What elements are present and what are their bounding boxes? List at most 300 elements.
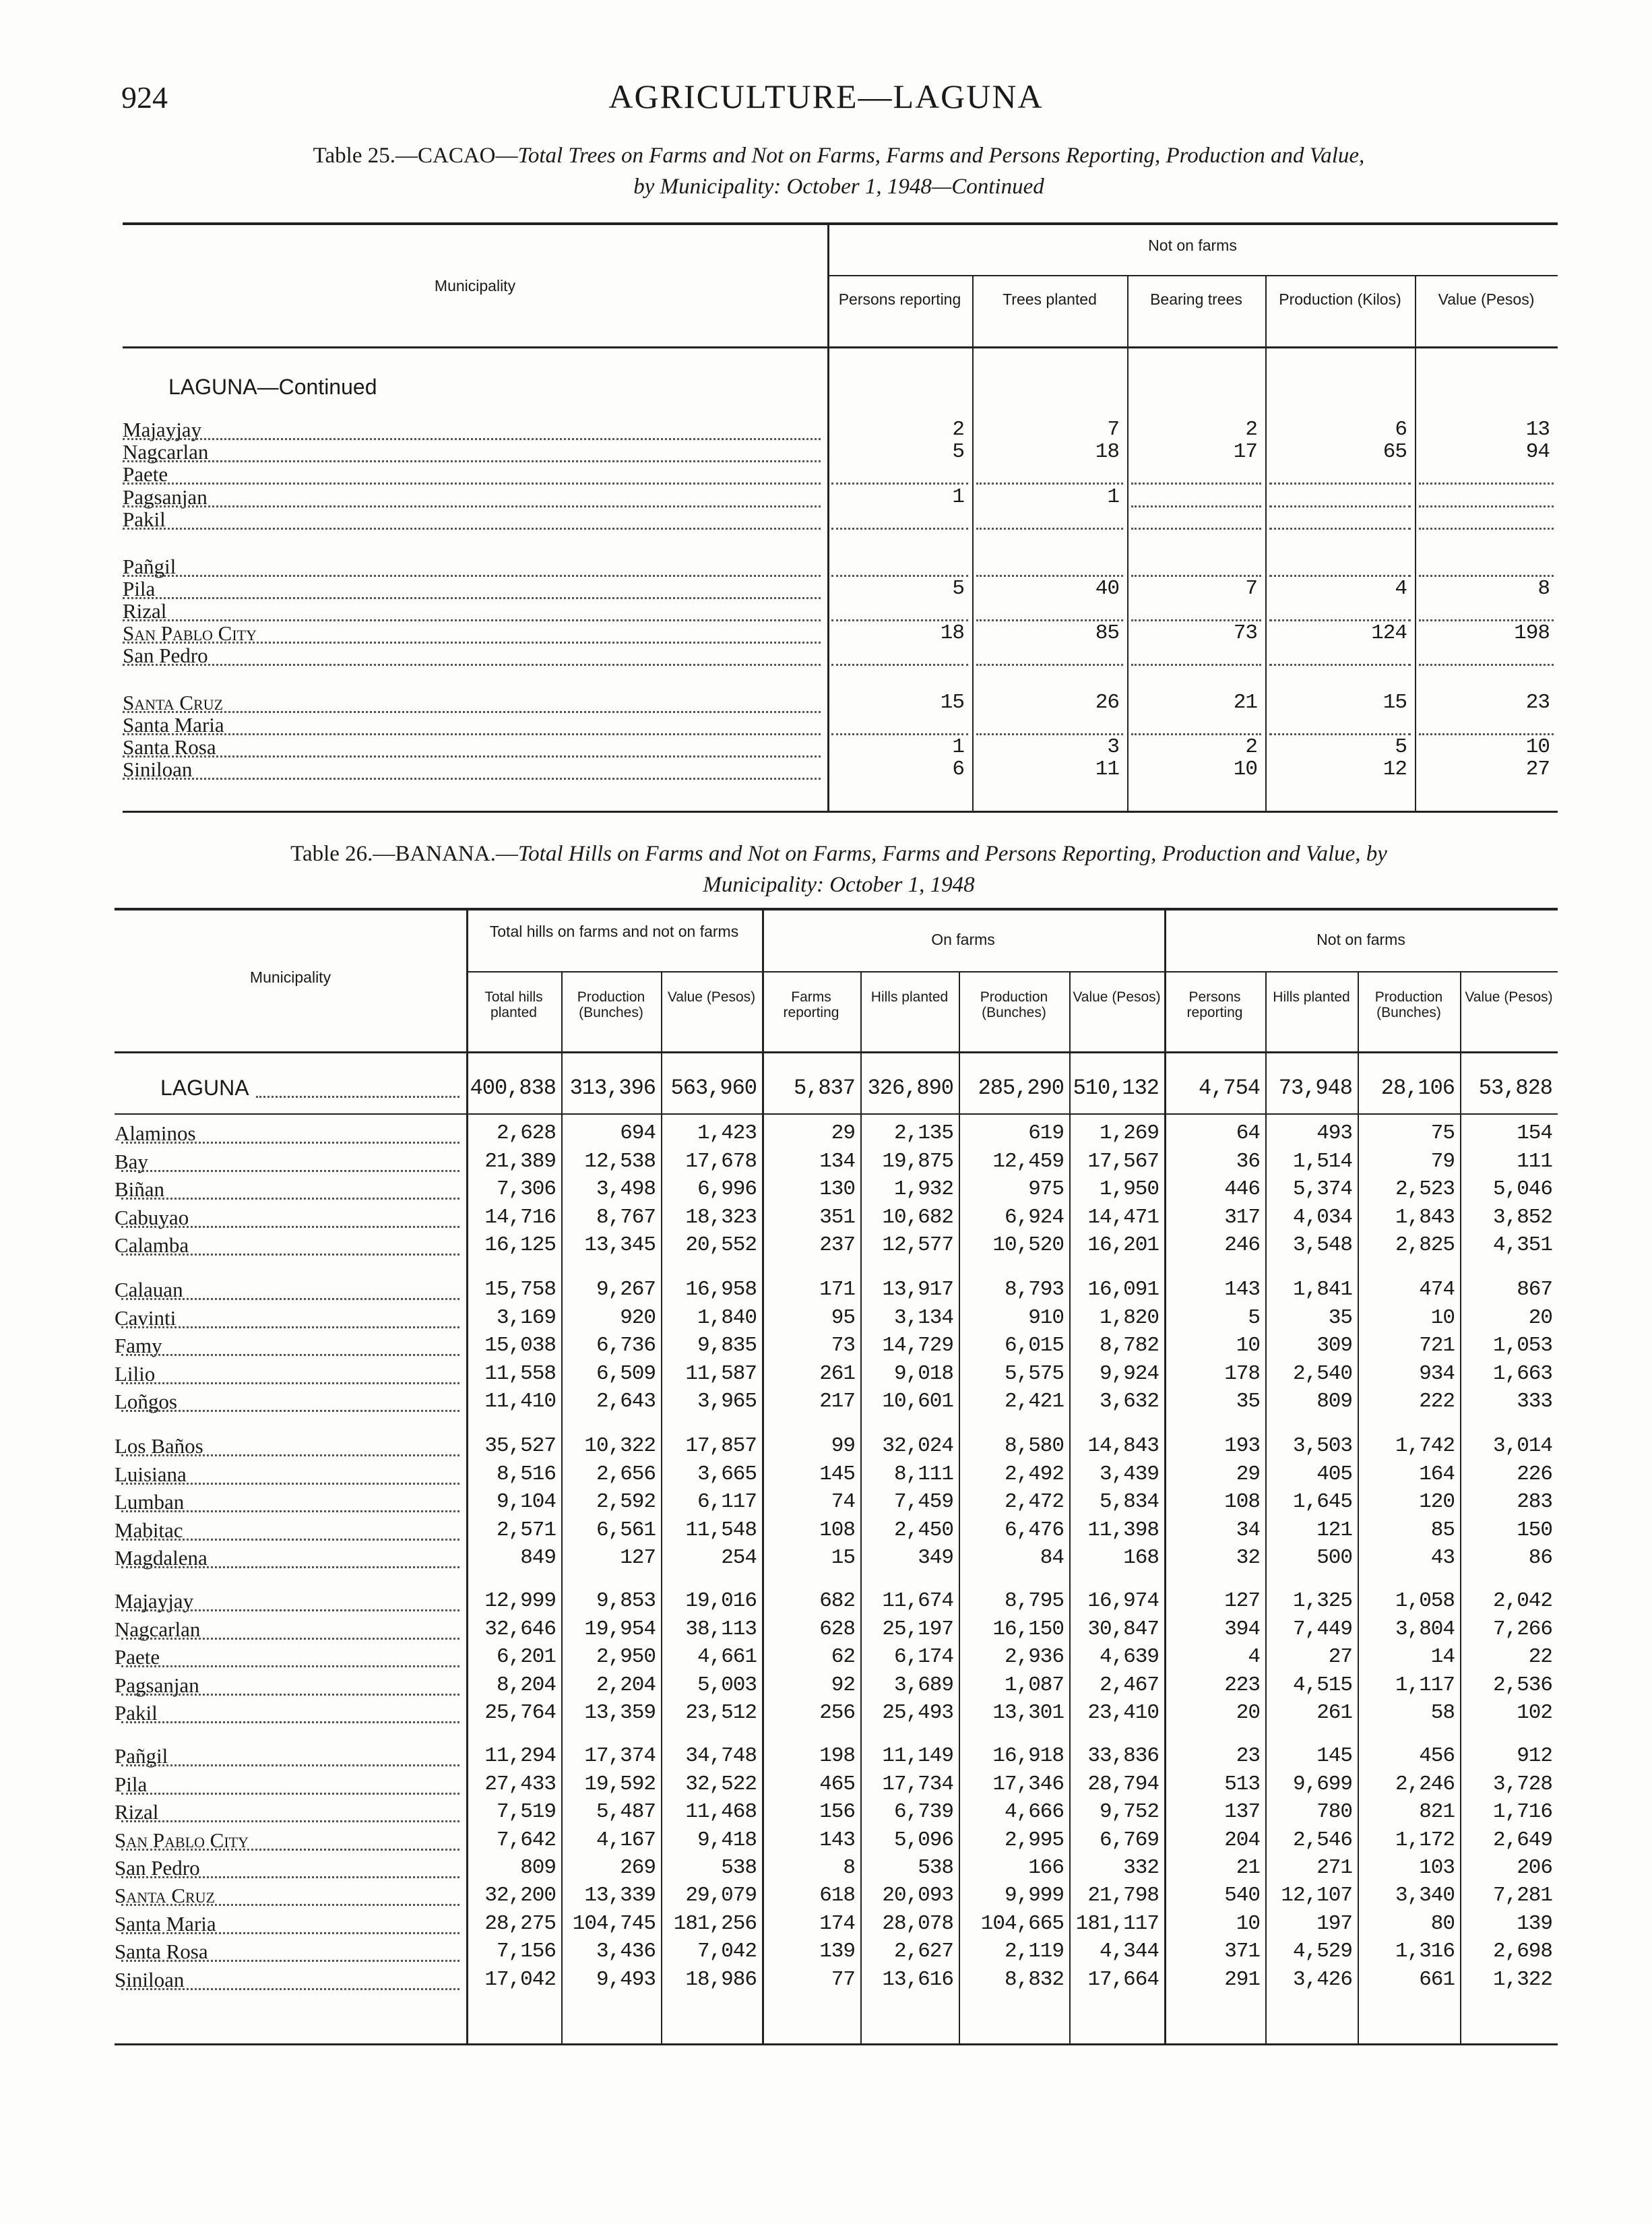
total-cell: 326,890 (867, 1076, 953, 1101)
data-cell: 4,661 (697, 1645, 757, 1669)
data-cell: 12,577 (882, 1233, 953, 1257)
data-cell: 171 (819, 1278, 855, 1301)
row-label: Majayjay (115, 1589, 194, 1613)
empty-cell (1269, 505, 1411, 507)
page-number: 924 (121, 80, 168, 115)
row-leader (121, 1694, 459, 1696)
data-cell: 934 (1419, 1361, 1455, 1386)
data-cell: 2,627 (893, 1940, 953, 1963)
data-cell: 9,752 (1099, 1800, 1159, 1824)
data-cell: 867 (1517, 1278, 1552, 1301)
data-cell: 7,156 (496, 1940, 556, 1963)
data-cell: 10,601 (882, 1390, 953, 1413)
data-cell: 8,516 (496, 1462, 556, 1486)
data-cell: 2,643 (596, 1390, 656, 1413)
row-label: Santa Maria (123, 713, 224, 737)
data-cell: 10,682 (882, 1205, 953, 1229)
data-cell: 2,656 (596, 1462, 656, 1486)
data-cell: 127 (620, 1546, 656, 1570)
data-cell: 2,825 (1395, 1233, 1455, 1257)
data-cell: 9,493 (596, 1967, 656, 1991)
data-cell: 5 (952, 577, 964, 600)
data-cell: 223 (1224, 1673, 1260, 1697)
empty-cell (1419, 483, 1554, 485)
total-cell: 4,754 (1198, 1076, 1260, 1101)
row-label: Los Baños (115, 1434, 203, 1458)
empty-cell (831, 528, 968, 530)
data-cell: 269 (620, 1856, 656, 1880)
data-cell: 108 (1224, 1490, 1260, 1514)
row-leader (121, 1142, 459, 1144)
data-cell: 6 (952, 758, 964, 781)
data-cell: 11,587 (685, 1361, 757, 1386)
data-cell: 3,439 (1099, 1462, 1159, 1486)
data-cell: 7 (1245, 577, 1257, 600)
data-cell: 5 (1395, 735, 1407, 759)
data-cell: 181,256 (673, 1911, 757, 1936)
data-cell: 16,201 (1087, 1233, 1159, 1257)
data-cell: 261 (1316, 1701, 1352, 1725)
data-cell: 456 (1419, 1744, 1455, 1768)
data-cell: 2,042 (1492, 1589, 1552, 1613)
data-cell: 168 (1123, 1546, 1159, 1570)
data-cell: 3,498 (596, 1177, 656, 1201)
col-header: Production (Bunches) (577, 989, 645, 1020)
col-header: Persons reporting (1186, 989, 1243, 1020)
data-cell: 16,091 (1087, 1278, 1159, 1301)
data-cell: 3,665 (697, 1462, 757, 1486)
data-cell: 10 (1233, 758, 1257, 781)
data-cell: 7,519 (496, 1800, 556, 1824)
data-cell: 1,716 (1492, 1800, 1552, 1824)
group-header-not-on-farms: Not on farms (1148, 237, 1237, 254)
data-cell: 17,678 (685, 1149, 757, 1173)
data-cell: 9,853 (596, 1589, 656, 1613)
data-cell: 28,794 (1087, 1772, 1159, 1796)
data-cell: 2,523 (1395, 1177, 1455, 1201)
data-cell: 40 (1095, 577, 1119, 600)
rule-group (466, 971, 1558, 972)
data-cell: 108 (819, 1518, 855, 1542)
data-cell: 7,042 (697, 1940, 757, 1963)
data-cell: 246 (1224, 1233, 1260, 1257)
data-cell: 16,125 (484, 1233, 556, 1257)
row-leader (123, 778, 821, 780)
data-cell: 35 (1328, 1305, 1352, 1330)
data-cell: 95 (831, 1305, 855, 1330)
col-header: Production (Bunches) (1374, 989, 1443, 1020)
data-cell: 317 (1224, 1205, 1260, 1229)
data-cell: 145 (819, 1462, 855, 1486)
row-label: Santa Cruz (123, 691, 224, 714)
row-label: Santa Rosa (123, 735, 216, 759)
data-cell: 2,204 (596, 1673, 656, 1697)
table25-caption-line1 (121, 140, 1556, 171)
data-cell: 4,344 (1099, 1940, 1159, 1963)
row-label: Pakil (123, 507, 166, 531)
data-cell: 181,117 (1075, 1911, 1159, 1936)
row-leader (121, 1876, 459, 1878)
data-cell: 1,514 (1292, 1149, 1352, 1173)
row-leader (121, 1254, 459, 1256)
data-cell: 198 (1514, 621, 1550, 645)
empty-cell (1131, 528, 1261, 530)
data-cell: 4,529 (1292, 1940, 1352, 1963)
data-cell: 5,374 (1292, 1177, 1352, 1201)
data-cell: 222 (1419, 1390, 1455, 1413)
data-cell: 13,339 (584, 1884, 656, 1907)
data-cell: 17 (1233, 440, 1257, 464)
row-label: Majayjay (123, 418, 202, 441)
row-leader (123, 505, 821, 507)
data-cell: 27 (1328, 1645, 1352, 1669)
data-cell: 1,172 (1395, 1828, 1455, 1852)
data-cell: 64 (1236, 1121, 1260, 1145)
data-cell: 29 (1236, 1462, 1260, 1486)
row-label: Pagsanjan (123, 485, 208, 509)
data-cell: 3,169 (496, 1305, 556, 1330)
data-cell: 7,459 (893, 1490, 953, 1514)
table26-caption-line1 (121, 838, 1556, 869)
vrule-col (1265, 276, 1267, 811)
data-cell: 1 (952, 485, 964, 509)
data-cell: 22 (1528, 1645, 1552, 1669)
data-cell: 20 (1528, 1305, 1552, 1330)
vrule-col (1127, 276, 1129, 811)
data-cell: 99 (831, 1434, 855, 1458)
data-cell: 30,847 (1087, 1617, 1159, 1641)
row-leader (123, 460, 821, 462)
row-leader (121, 1539, 459, 1541)
data-cell: 2,450 (893, 1518, 953, 1542)
data-cell: 3,134 (893, 1305, 953, 1330)
data-cell: 538 (918, 1856, 953, 1880)
data-cell: 85 (1095, 621, 1119, 645)
data-cell: 5,096 (893, 1828, 953, 1852)
row-leader (121, 1566, 459, 1568)
empty-cell (1131, 483, 1261, 485)
data-cell: 3,965 (697, 1390, 757, 1413)
data-cell: 111 (1517, 1149, 1552, 1173)
data-cell: 1,820 (1099, 1305, 1159, 1330)
data-cell: 1,325 (1292, 1589, 1352, 1613)
row-leader (123, 528, 821, 530)
row-leader (123, 711, 821, 713)
data-cell: 134 (819, 1149, 855, 1173)
data-cell: 104,745 (572, 1911, 656, 1936)
data-cell: 15 (940, 691, 964, 714)
row-leader (123, 755, 821, 758)
data-cell: 912 (1517, 1744, 1552, 1768)
data-cell: 85 (1430, 1518, 1455, 1542)
row-leader (121, 1382, 459, 1384)
data-cell: 14,843 (1087, 1434, 1159, 1458)
data-cell: 145 (1316, 1744, 1352, 1768)
data-cell: 62 (831, 1645, 855, 1669)
data-cell: 79 (1430, 1149, 1455, 1173)
data-cell: 2,628 (496, 1121, 556, 1145)
data-cell: 15 (831, 1546, 855, 1570)
data-cell: 1,663 (1492, 1361, 1552, 1386)
data-cell: 2,467 (1099, 1673, 1159, 1697)
data-cell: 1,841 (1292, 1278, 1352, 1301)
data-cell: 139 (1517, 1911, 1552, 1936)
total-cell: 285,290 (978, 1076, 1064, 1101)
row-leader (121, 1510, 459, 1512)
row-leader (123, 575, 821, 577)
empty-cell (1269, 664, 1411, 666)
empty-cell (1131, 505, 1261, 507)
data-cell: 16,958 (685, 1278, 757, 1301)
data-cell: 500 (1316, 1546, 1352, 1570)
data-cell: 86 (1528, 1546, 1552, 1570)
col-header: Value (Pesos) (667, 989, 756, 1005)
col-header: Value (Pesos) (1438, 290, 1535, 308)
vrule-muni (827, 222, 829, 811)
section-label: LAGUNA—Continued (168, 375, 377, 399)
total-cell: 5,837 (793, 1076, 855, 1101)
total-cell: 563,960 (670, 1076, 757, 1101)
data-cell: 14,729 (882, 1334, 953, 1357)
col-header: Production (Kilos) (1279, 290, 1401, 308)
data-cell: 11,468 (685, 1800, 757, 1824)
row-label: San Pablo City (123, 621, 257, 645)
row-label: Alaminos (115, 1121, 196, 1145)
total-cell: 313,396 (569, 1076, 656, 1101)
data-cell: 15,038 (484, 1334, 556, 1357)
data-cell: 9,267 (596, 1278, 656, 1301)
data-cell: 4 (1248, 1645, 1260, 1669)
row-leader (121, 1764, 459, 1766)
row-label: San Pedro (123, 644, 208, 667)
data-cell: 17,346 (992, 1772, 1064, 1796)
data-cell: 2 (952, 418, 964, 441)
data-cell: 2,698 (1492, 1940, 1552, 1963)
row-leader (123, 597, 821, 599)
data-cell: 139 (819, 1940, 855, 1963)
total-cell: 400,838 (470, 1076, 556, 1101)
data-cell: 13,616 (882, 1967, 953, 1991)
data-cell: 309 (1316, 1334, 1352, 1357)
data-cell: 17,374 (584, 1744, 656, 1768)
data-cell: 11,674 (882, 1589, 953, 1613)
data-cell: 261 (819, 1361, 855, 1386)
data-cell: 237 (819, 1233, 855, 1257)
data-cell: 2,135 (893, 1121, 953, 1145)
vrule-col (972, 276, 974, 811)
data-cell: 538 (721, 1856, 757, 1880)
row-label: Pagsanjan (115, 1673, 199, 1697)
data-cell: 4,034 (1292, 1205, 1352, 1229)
data-cell: 256 (819, 1701, 855, 1725)
empty-cell (831, 664, 968, 666)
data-cell: 19,954 (584, 1617, 656, 1641)
data-cell: 6,509 (596, 1361, 656, 1386)
data-cell: 5 (1248, 1305, 1260, 1330)
data-cell: 1,645 (1292, 1490, 1352, 1514)
row-leader (256, 1096, 459, 1098)
data-cell: 58 (1430, 1701, 1455, 1725)
data-cell: 23 (1525, 691, 1550, 714)
total-cell: 73,948 (1278, 1076, 1352, 1101)
data-cell: 975 (1028, 1177, 1064, 1201)
col-header: Trees planted (1003, 290, 1097, 308)
data-cell: 6,117 (697, 1490, 757, 1514)
data-cell: 19,592 (584, 1772, 656, 1796)
data-cell: 8,111 (893, 1462, 953, 1486)
data-cell: 849 (520, 1546, 556, 1570)
data-cell: 17,664 (1087, 1967, 1159, 1991)
row-leader (121, 1988, 459, 1990)
data-cell: 2,649 (1492, 1828, 1552, 1852)
data-cell: 2,246 (1395, 1772, 1455, 1796)
data-cell: 1,932 (893, 1177, 953, 1201)
data-cell: 124 (1371, 621, 1407, 645)
data-cell: 2,540 (1292, 1361, 1352, 1386)
data-cell: 1,087 (1004, 1673, 1064, 1697)
data-cell: 1,117 (1395, 1673, 1455, 1697)
data-cell: 16,918 (992, 1744, 1064, 1768)
data-cell: 20 (1236, 1701, 1260, 1725)
row-leader (123, 483, 821, 485)
data-cell: 682 (819, 1589, 855, 1613)
row-leader (121, 1170, 459, 1172)
row-label: Mabitac (115, 1518, 183, 1542)
data-cell: 1,058 (1395, 1589, 1455, 1613)
data-cell: 34 (1236, 1518, 1260, 1542)
data-cell: 7 (1107, 418, 1119, 441)
row-leader (121, 1483, 459, 1485)
data-cell: 540 (1224, 1884, 1260, 1907)
data-cell: 3,728 (1492, 1772, 1552, 1796)
data-cell: 94 (1525, 440, 1550, 464)
data-cell: 11,398 (1087, 1518, 1159, 1542)
total-cell: 53,828 (1478, 1076, 1552, 1101)
data-cell: 371 (1224, 1940, 1260, 1963)
data-cell: 8,767 (596, 1205, 656, 1229)
data-cell: 9,699 (1292, 1772, 1352, 1796)
data-cell: 2,492 (1004, 1462, 1064, 1486)
data-cell: 14,716 (484, 1205, 556, 1229)
row-label: Loñgos (115, 1390, 177, 1413)
total-cell: 510,132 (1073, 1076, 1159, 1101)
data-cell: 12,999 (484, 1589, 556, 1613)
data-cell: 2,472 (1004, 1490, 1064, 1514)
row-leader (121, 1354, 459, 1356)
data-cell: 29,079 (685, 1884, 757, 1907)
data-cell: 6 (1395, 418, 1407, 441)
data-cell: 21 (1236, 1856, 1260, 1880)
data-cell: 6,769 (1099, 1828, 1159, 1852)
data-cell: 21 (1233, 691, 1257, 714)
row-label: Pakil (115, 1701, 158, 1725)
data-cell: 780 (1316, 1800, 1352, 1824)
data-cell: 13 (1525, 418, 1550, 441)
row-label: Pañgil (115, 1744, 168, 1768)
col-header-municipality: Municipality (249, 968, 331, 986)
data-cell: 10,322 (584, 1434, 656, 1458)
data-cell: 206 (1517, 1856, 1552, 1880)
data-cell: 619 (1028, 1121, 1064, 1145)
data-cell: 1,423 (697, 1121, 757, 1145)
col-header: Farms reporting (783, 989, 839, 1020)
data-cell: 21,389 (484, 1149, 556, 1173)
row-leader (121, 1721, 459, 1723)
data-cell: 2,592 (596, 1490, 656, 1514)
total-row-label: LAGUNA (160, 1076, 249, 1100)
data-cell: 4,666 (1004, 1800, 1064, 1824)
data-cell: 12 (1383, 758, 1407, 781)
empty-cell (1131, 664, 1261, 666)
col-header: Value (Pesos) (1465, 989, 1553, 1005)
data-cell: 11 (1095, 758, 1119, 781)
data-cell: 3,426 (1292, 1967, 1352, 1991)
data-cell: 11,548 (685, 1518, 757, 1542)
group-header: Not on farms (1316, 931, 1405, 948)
data-cell: 8 (843, 1856, 855, 1880)
data-cell: 8,795 (1004, 1589, 1064, 1613)
data-cell: 143 (819, 1828, 855, 1852)
data-cell: 164 (1419, 1462, 1455, 1486)
data-cell: 8,782 (1099, 1334, 1159, 1357)
data-cell: 14,471 (1087, 1205, 1159, 1229)
data-cell: 84 (1040, 1546, 1064, 1570)
data-cell: 6,174 (893, 1645, 953, 1669)
data-cell: 217 (819, 1390, 855, 1413)
data-cell: 6,015 (1004, 1334, 1064, 1357)
data-cell: 74 (831, 1490, 855, 1514)
row-label: Luisiana (115, 1462, 187, 1486)
data-cell: 16,150 (992, 1617, 1064, 1641)
data-cell: 137 (1224, 1800, 1260, 1824)
data-cell: 1,322 (1492, 1967, 1552, 1991)
data-cell: 23,410 (1087, 1701, 1159, 1725)
data-cell: 104,665 (980, 1911, 1064, 1936)
row-label: Cavinti (115, 1305, 177, 1330)
data-cell: 6,924 (1004, 1205, 1064, 1229)
data-cell: 9,835 (697, 1334, 757, 1357)
data-cell: 6,561 (596, 1518, 656, 1542)
data-cell: 29 (831, 1121, 855, 1145)
row-label: Rizal (115, 1800, 159, 1824)
data-cell: 7,266 (1492, 1617, 1552, 1641)
data-cell: 3 (1107, 735, 1119, 759)
data-cell: 36 (1236, 1149, 1260, 1173)
row-leader (123, 642, 821, 644)
row-label: San Pedro (115, 1856, 200, 1880)
data-cell: 13,359 (584, 1701, 656, 1725)
row-leader (121, 1326, 459, 1328)
data-cell: 11,558 (484, 1361, 556, 1386)
row-leader (121, 1638, 459, 1640)
row-label: Calamba (115, 1233, 189, 1257)
data-cell: 6,996 (697, 1177, 757, 1201)
data-cell: 92 (831, 1673, 855, 1697)
data-cell: 32,024 (882, 1434, 953, 1458)
data-cell: 332 (1123, 1856, 1159, 1880)
data-cell: 446 (1224, 1177, 1260, 1201)
row-label: Nagcarlan (115, 1617, 201, 1641)
data-cell: 3,014 (1492, 1434, 1552, 1458)
empty-cell (976, 528, 1123, 530)
row-leader (121, 1849, 459, 1851)
empty-cell (1269, 483, 1411, 485)
data-cell: 6,736 (596, 1334, 656, 1357)
row-label: Pañgil (123, 555, 177, 578)
row-leader (123, 438, 821, 440)
empty-cell (1419, 664, 1554, 666)
row-label: Lumban (115, 1490, 185, 1514)
